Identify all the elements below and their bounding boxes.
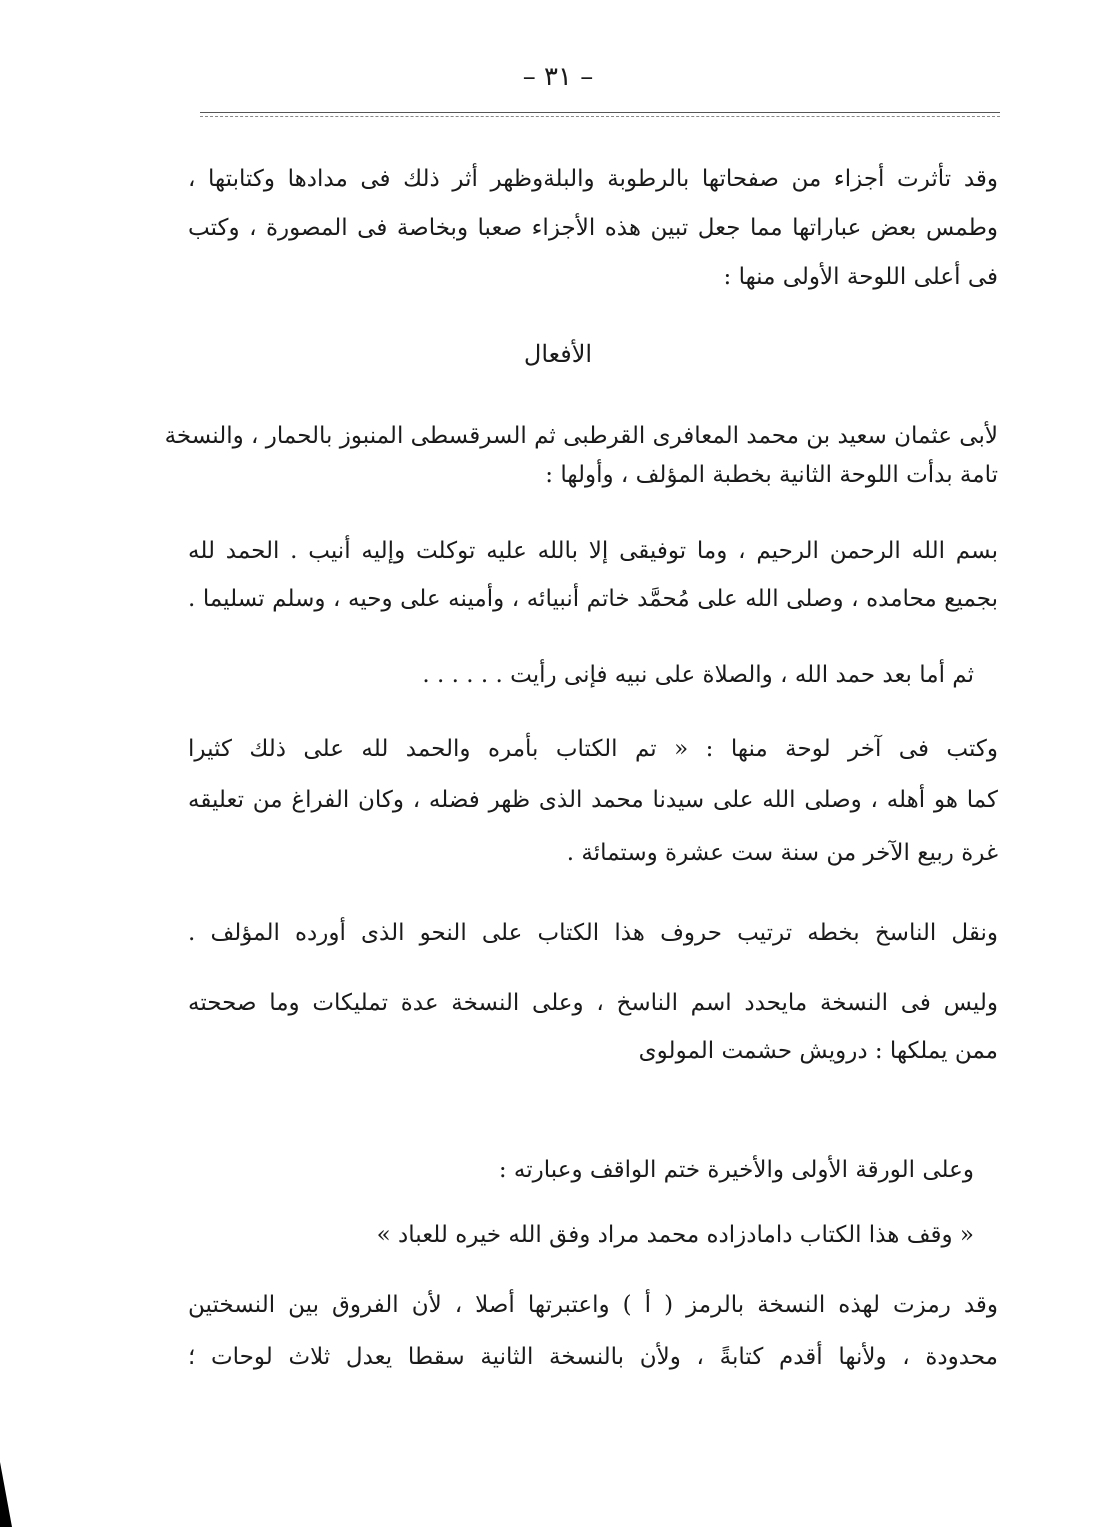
paragraph-line: ممن يملكها : درويش حشمت المولوى (638, 1038, 998, 1064)
paragraph-line: وعلى الورقة الأولى والأخيرة ختم الواقف وعبارته : (498, 1157, 974, 1183)
paragraph-line: بجميع محامده ، وصلى الله على مُحمَّد خاتم أنبيائه ، وأمينه على وحيه ، وسلم تسليما . (188, 586, 998, 612)
quoted-line: « وقف هذا الكتاب دامادزاده محمد مراد وفق الله خيره للعباد » (376, 1222, 974, 1248)
paragraph-line: وقد رمزت لهذه النسخة بالرمز ( أ ) واعتبرتها أصلا ، لأن الفروق بين النسختين (188, 1292, 998, 1318)
paragraph-line: لأبى عثمان سعيد بن محمد المعافرى القرطبى ثم السرقسطى المنبوز بالحمار ، والنسخة (164, 423, 998, 449)
header-rule-dashed (200, 116, 1000, 117)
page-number: – ٣١ – (522, 62, 594, 92)
paragraph-line: وليس فى النسخة مايحدد اسم الناسخ ، وعلى النسخة عدة تمليكات وما صححته (188, 990, 998, 1016)
paragraph-line: ونقل الناسخ بخطه ترتيب حروف هذا الكتاب على النحو الذى أورده المؤلف . (188, 920, 998, 946)
section-heading: الأفعال (523, 340, 593, 368)
paragraph-line: بسم الله الرحمن الرحيم ، وما توفيقى إلا بالله عليه توكلت وإليه أنيب . الحمد لله (188, 538, 998, 564)
paragraph-line: وقد تأثرت أجزاء من صفحاتها بالرطوبة والبلةوظهر أثر ذلك فى مدادها وكتابتها ، (188, 166, 998, 192)
paragraph-line: محدودة ، ولأنها أقدم كتابةً ، ولأن بالنسخة الثانية سقطا يعدل ثلاث لوحات ؛ (188, 1344, 998, 1370)
paragraph-line: تامة بدأت اللوحة الثانية بخطبة المؤلف ، وأولها : (545, 462, 998, 488)
paragraph-line: غرة ربيع الآخر من سنة ست عشرة وستمائة . (566, 840, 998, 866)
paragraph-line: فى أعلى اللوحة الأولى منها : (723, 264, 998, 290)
paragraph-line: وكتب فى آخر لوحة منها : « تم الكتاب بأمره والحمد لله على ذلك كثيرا (188, 736, 998, 762)
paragraph-line: كما هو أهله ، وصلى الله على سيدنا محمد الذى ظهر فضله ، وكان الفراغ من تعليقه (188, 787, 998, 813)
paragraph-line: ثم أما بعد حمد الله ، والصلاة على نبيه فإنى رأيت . . . . . . (422, 662, 974, 688)
header-rule (200, 112, 1000, 113)
paragraph-line: وطمس بعض عباراتها مما جعل تبين هذه الأجزاء صعبا وبخاصة فى المصورة ، وكتب (188, 215, 998, 241)
binding-edge-mark (0, 1462, 12, 1527)
